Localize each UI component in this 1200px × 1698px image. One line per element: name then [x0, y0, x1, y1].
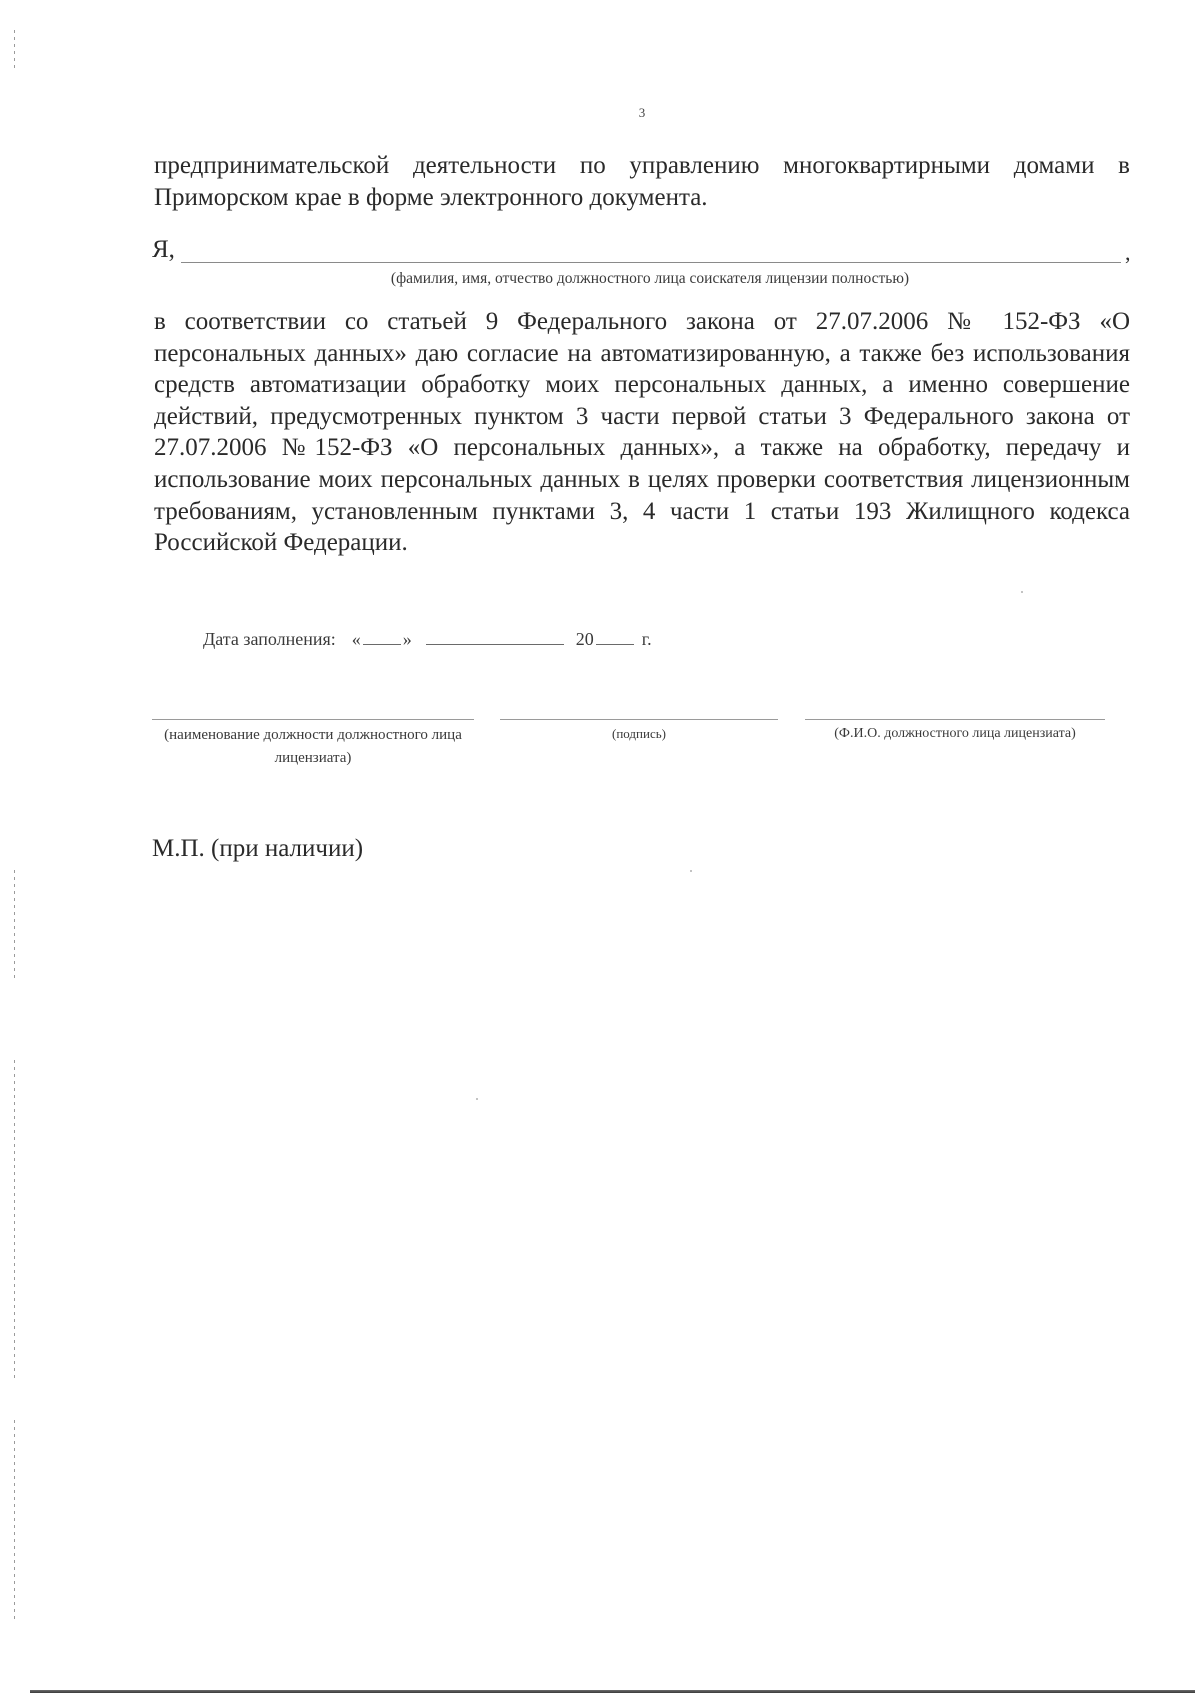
signature-line: [500, 719, 778, 720]
year-prefix: 20: [575, 629, 594, 649]
scan-speck: [1021, 591, 1023, 593]
position-signature-line: [152, 719, 474, 720]
scan-speck: [690, 870, 692, 872]
fio-blank-line: [181, 262, 1121, 263]
date-fill-row: [203, 629, 652, 650]
position-caption: (наименование должности должностного лица лицензиата): [164, 727, 462, 766]
day-blank: [363, 630, 401, 645]
scan-edge-artifact: [14, 870, 15, 980]
year-blank: [596, 630, 634, 645]
scan-bottom-edge: [30, 1690, 1195, 1693]
name-signature-line: [805, 719, 1105, 720]
ya-trailing-comma: ,: [1125, 240, 1131, 265]
scan-edge-artifact: [14, 1420, 15, 1620]
page-number: 3: [638, 105, 646, 120]
signature-caption: (подпись): [612, 726, 666, 741]
scan-speck: [476, 1098, 478, 1100]
month-blank: [426, 630, 564, 645]
date-open-quote: «: [351, 629, 361, 649]
name-caption: (Ф.И.О. должностного лица лицензиата): [834, 726, 1076, 741]
ya-label: Я,: [152, 236, 175, 263]
paragraph-intro: предпринимательской деятельности по управлению многоквартирными домами в Приморском крае в форме электронного документа.: [154, 152, 1130, 211]
stamp-label: М.П. (при наличии): [152, 835, 364, 862]
scan-edge-artifact: [14, 1060, 15, 1380]
date-fill-label: Дата заполнения:: [203, 629, 336, 649]
scan-edge-artifact: [14, 30, 15, 70]
year-suffix: г.: [641, 629, 652, 649]
paragraph-consent: в соответствии со статьей 9 Федерального закона от 27.07.2006 № 152-ФЗ «О персональных данных» даю согласие на автоматизированную, а также без использования средств автоматизации обработку моих персональных данных, а именно совершение действий, предусмотренных пунктом 3 части первой статьи 3 Федерального закона от 27.07.2006 №152-ФЗ «О персональных данных», а также на обработку, передачу и использование моих персональных данных в целях проверки соответствия лицензионным требованиям, установленным пунктами 3, 4 части 1 статьи 193 Жилищного кодекса Российской Федерации.: [154, 308, 1130, 557]
date-close-quote: »: [402, 629, 412, 649]
fio-caption: (фамилия, имя, отчество должностного лица соискателя лицензии полностью): [390, 270, 910, 287]
